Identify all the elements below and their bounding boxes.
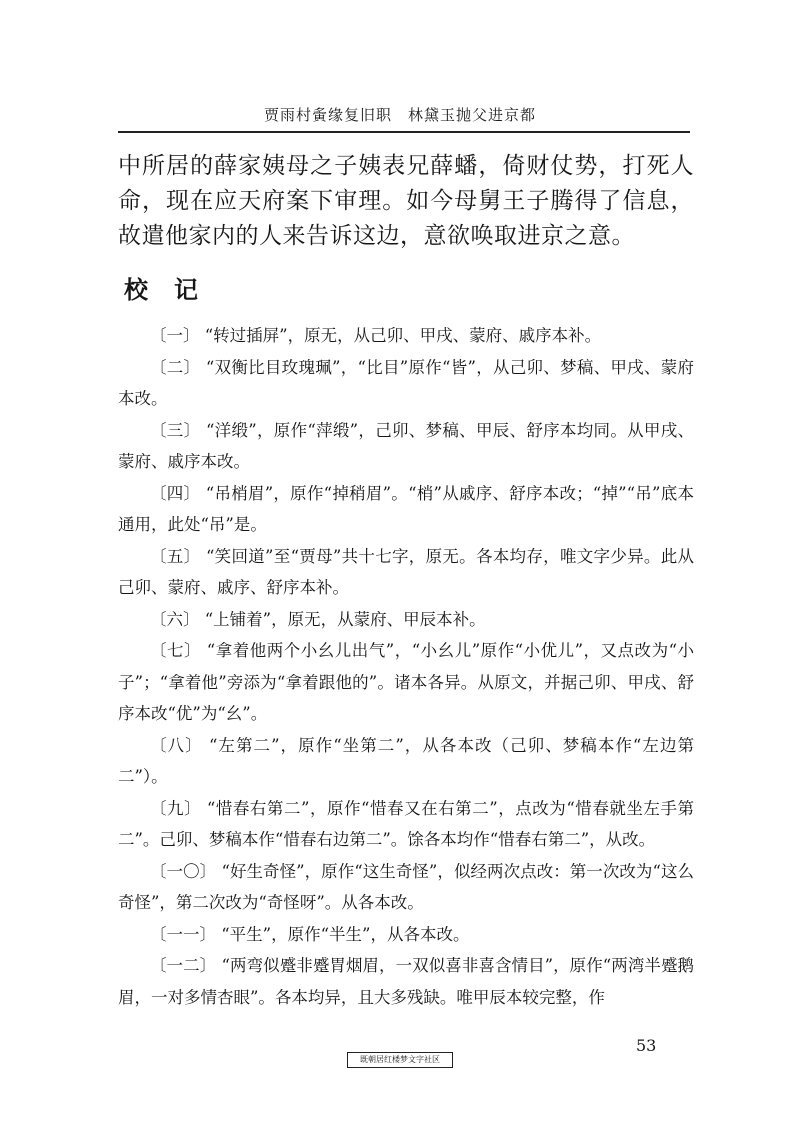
note-number: 〔九〕 <box>150 798 202 818</box>
note-item <box>118 635 694 730</box>
note-item <box>118 415 694 478</box>
note-text: “惜春右第二”，原作“惜春又在右第二”，点改为“惜春就坐左手第二”。己卯、梦稿本作“惜春右边第二”。馀各本均作“惜春右第二”，从改。 <box>118 798 694 849</box>
note-text: “洋缎”，原作“萍缎”，己卯、梦稿、甲辰、舒序本均同。从甲戌、蒙府、戚序本改。 <box>118 420 695 471</box>
note-number: 〔二〕 <box>150 357 201 377</box>
header-rule <box>118 131 690 133</box>
note-number: 〔八〕 <box>150 735 203 755</box>
note-item <box>118 352 694 415</box>
note-item <box>118 730 694 793</box>
source-stamp: 既朝居红楼梦文字社区 <box>347 1052 453 1068</box>
note-text: “左第二”，原作“坐第二”，从各本改（己卯、梦稿本作“左边第二”）。 <box>118 735 695 786</box>
page-number: 53 <box>636 1036 657 1055</box>
note-text: “笑回道”至“贾母”共十七字，原无。各本均存，唯文字少异。此从己卯、蒙府、戚序、舒序本补。 <box>118 546 695 597</box>
note-number: 〔四〕 <box>150 483 201 503</box>
note-item <box>118 919 694 951</box>
note-item <box>118 604 694 636</box>
note-item <box>118 950 694 1013</box>
note-number: 〔一〇〕 <box>150 861 217 881</box>
note-number: 〔一〕 <box>150 326 200 345</box>
note-number: 〔五〕 <box>150 546 201 566</box>
note-text: “双衡比目玫瑰珮”，“比目”原作“皆”，从己卯、梦稿、甲戌、蒙府本改。 <box>118 357 694 408</box>
note-text: “平生”，原作“半生”，从各本改。 <box>221 924 470 944</box>
body-paragraph: 中所居的薛家姨母之子姨表兄薛蟠，倚财仗势，打死人命，现在应天府案下审理。如今母舅王子腾得了信息，故遣他家内的人来告诉这边，意欲唤取进京之意。 <box>118 153 694 249</box>
collation-notes <box>118 320 694 1013</box>
note-text: “好生奇怪”，原作“这生奇怪”，似经两次点改：第一次改为“这么奇怪”，第二次改为“奇怪呀”。从各本改。 <box>118 861 695 912</box>
note-text: “两弯似蹙非蹙胃烟眉，一双似喜非喜含情目”，原作“两湾半蹙鹅眉，一对多情杏眼”。各本均异，且大多残缺。唯甲辰本较完整，作 <box>118 956 695 1007</box>
note-item <box>118 856 694 919</box>
note-number: 〔六〕 <box>150 609 200 629</box>
section-title: 校记 <box>124 276 224 304</box>
running-head: 贾雨村夤缘复旧职 林黛玉抛父进京都 <box>263 106 536 124</box>
note-item <box>118 793 694 856</box>
note-item <box>118 541 694 604</box>
note-number: 〔一二〕 <box>150 956 217 975</box>
note-item <box>118 320 694 352</box>
note-number: 〔一一〕 <box>150 924 216 944</box>
note-text: “上铺着”，原无，从蒙府、甲辰本补。 <box>204 609 486 629</box>
note-number: 〔三〕 <box>150 420 201 440</box>
note-item <box>118 478 694 541</box>
note-text: “拿着他两个小幺儿出气”，“小幺儿”原作“小优儿”，又点改为“小子”；“拿着他”旁添为“拿着跟他的”。诸本各异。从原文，并据己卯、甲戌、舒序本改“优”为“幺”。 <box>118 641 695 723</box>
note-text: “吊梢眉”，原作“掉稍眉”。“梢”从戚序、舒序本改；“掉”“吊”底本通用，此处“吊”是。 <box>118 483 694 534</box>
note-number: 〔七〕 <box>150 641 202 660</box>
note-text: “转过插屏”，原无，从己卯、甲戌、蒙府、戚序本补。 <box>204 326 602 345</box>
